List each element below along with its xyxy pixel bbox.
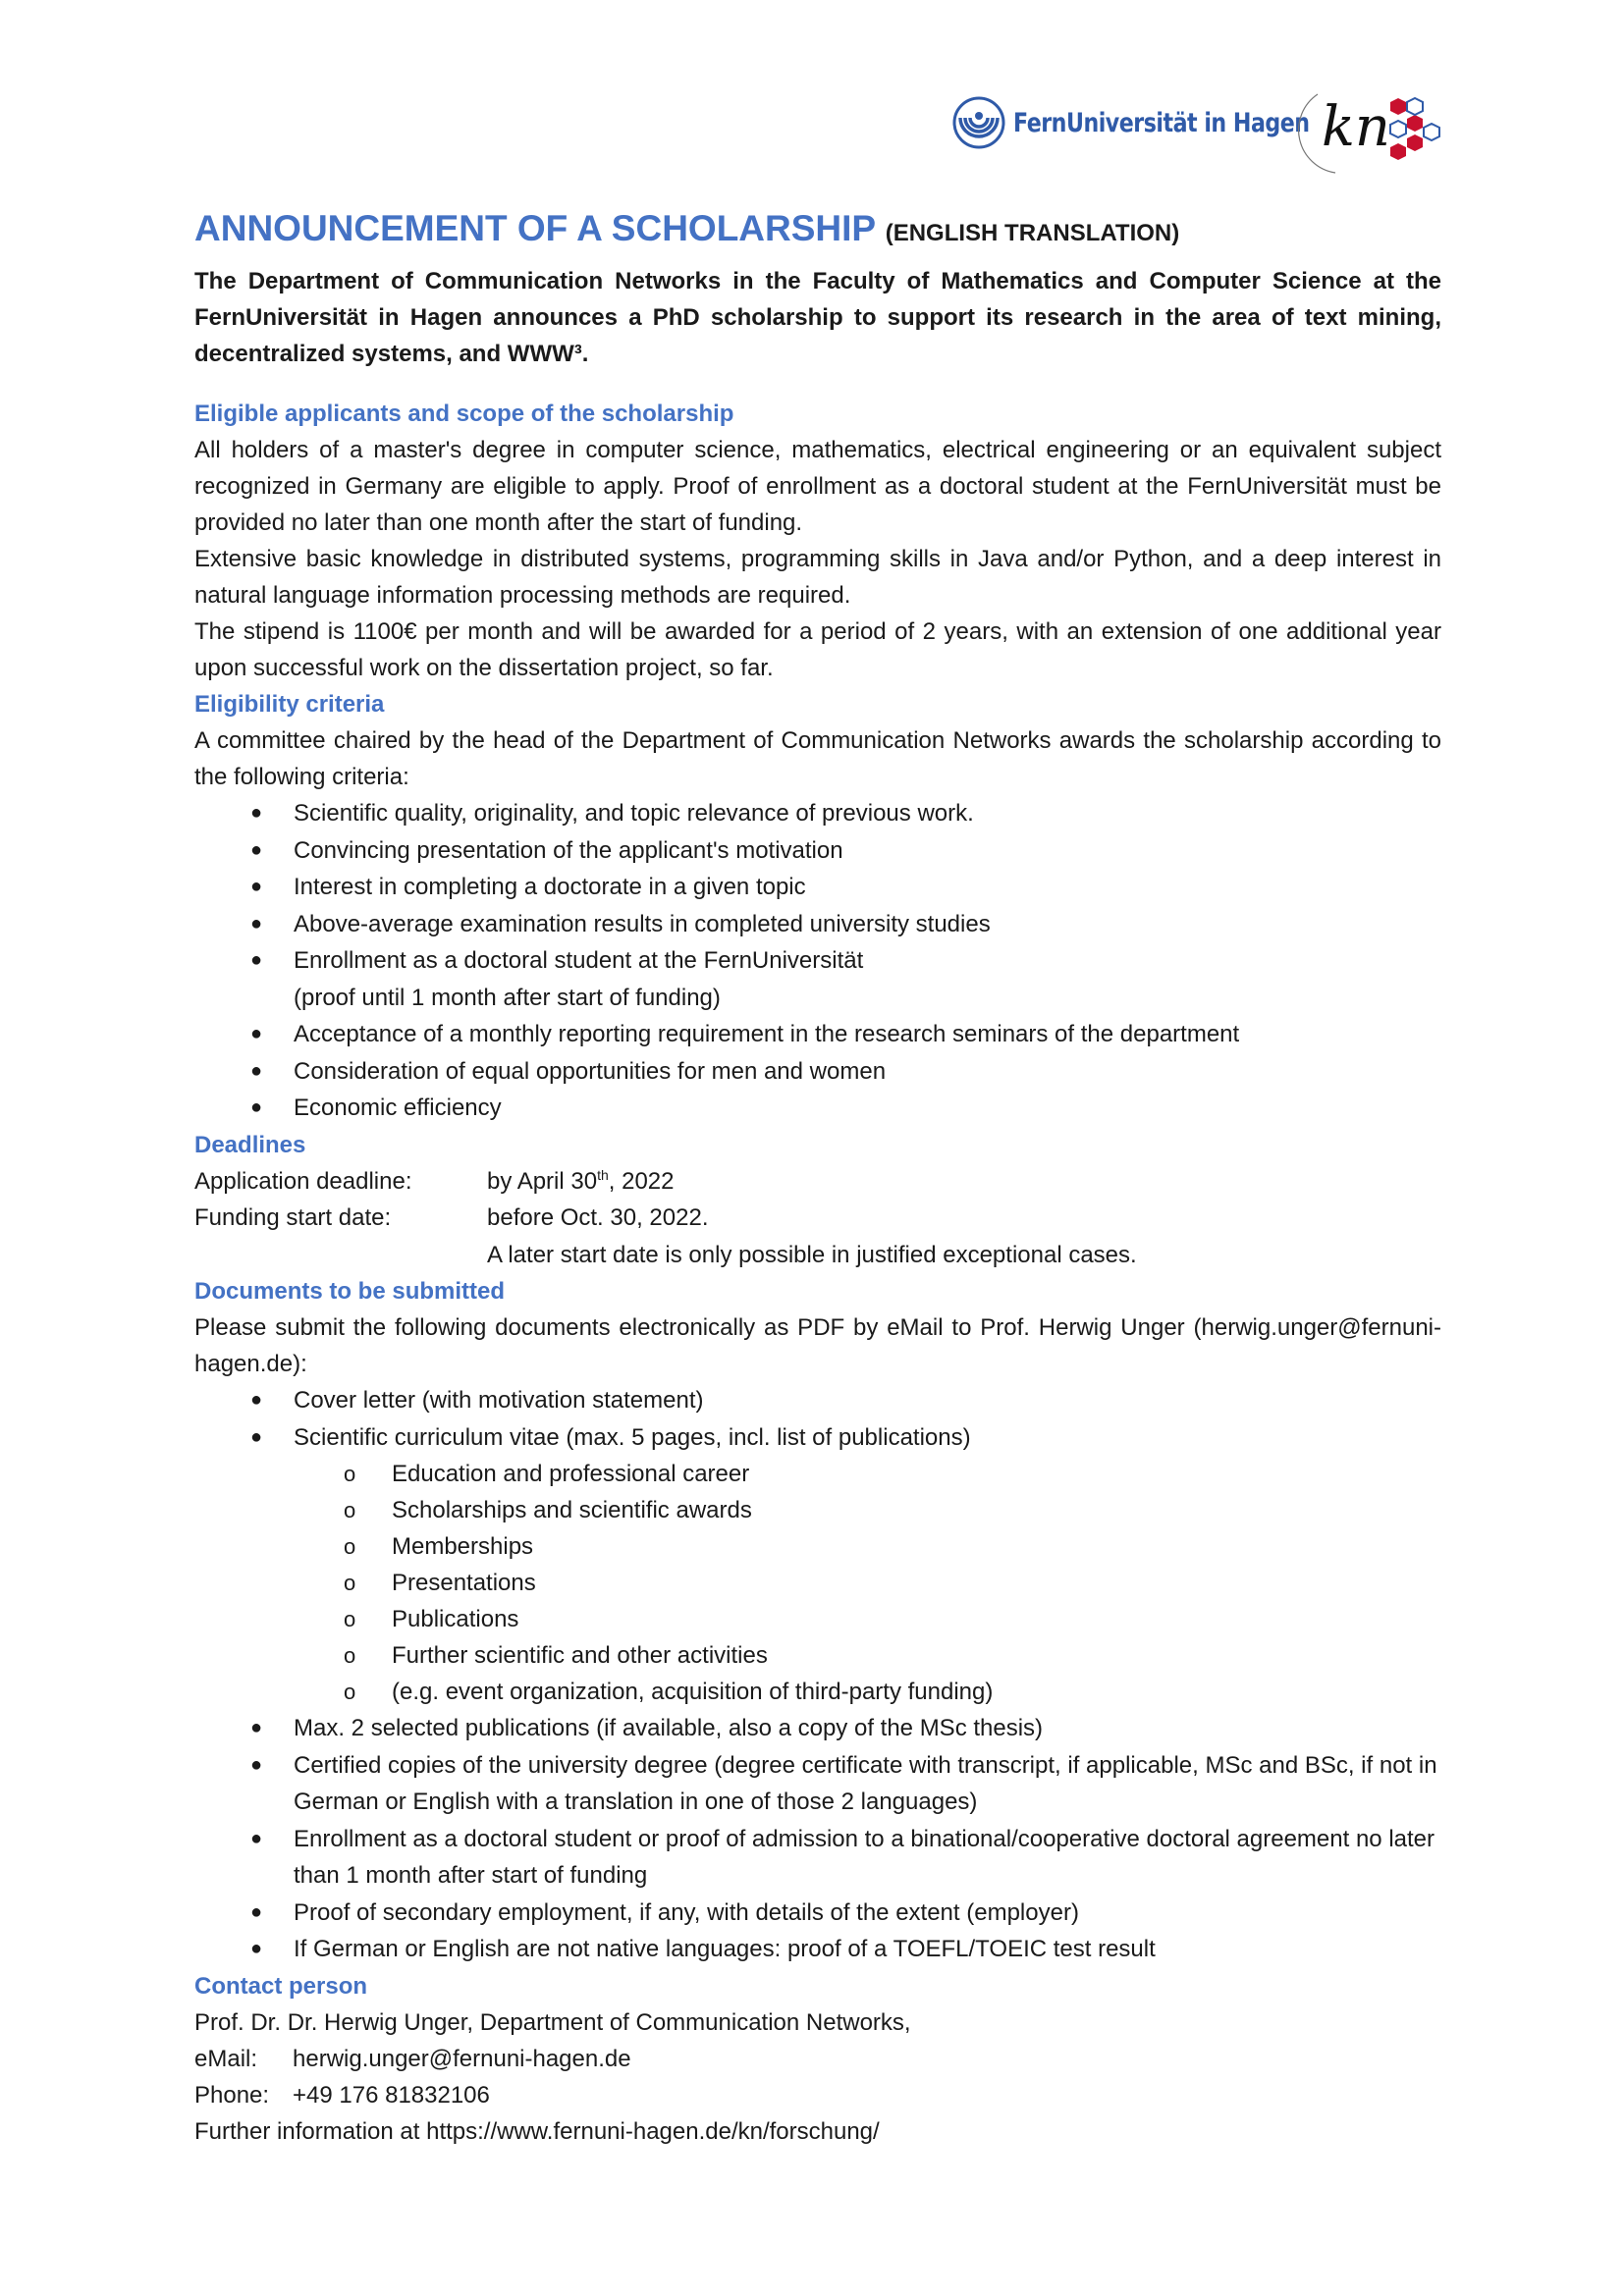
documents-list-continued	[194, 1710, 1441, 1968]
list-item: ● Acceptance of a monthly reporting requirement in the research seminars of the department	[250, 1021, 1240, 1047]
list-item: ● Scientific curriculum vitae (max. 5 pages, incl. list of publications)	[250, 1423, 971, 1451]
list-item: ● Cover letter (with motivation statement)	[250, 1387, 704, 1414]
kn-logo	[1296, 82, 1443, 181]
criteria-list	[194, 795, 1441, 1127]
heading-documents: Documents to be submitted	[194, 1278, 506, 1305]
sublist-item: o Scholarships and scientific awards	[344, 1497, 752, 1523]
list-item: ● Economic efficiency	[250, 1095, 502, 1121]
documents-list	[194, 1382, 1441, 1456]
contact-phone: +49 176 81832106	[293, 2081, 490, 2109]
sublist-item: o Presentations	[344, 1570, 536, 1596]
heading-eligible-applicants: Eligible applicants and scope of the scholarship	[194, 400, 734, 427]
list-item: ● Max. 2 selected publications (if available, also a copy of the MSc thesis)	[250, 1715, 1044, 1741]
heading-eligibility-criteria: Eligibility criteria	[194, 691, 385, 718]
contact-name: Prof. Dr. Dr. Herwig Unger, Department of Communication Networks,	[194, 2008, 911, 2036]
list-item: ● If German or English are not native languages: proof of a TOEFL/TOEIC test result	[250, 1936, 1156, 1962]
list-item: ● Enrollment as a doctoral student or proof of admission to a binational/cooperative doctoral agreement no later than 1 month after start of funding	[250, 1825, 1435, 1889]
fernuni-emblem-icon	[952, 96, 1005, 149]
list-item: ● Above-average examination results in completed university studies	[250, 910, 991, 937]
document-body	[194, 201, 1441, 2150]
sublist-item: o Memberships	[344, 1533, 534, 1560]
cv-sublist	[194, 1456, 1441, 1710]
funding-start-row: Funding start date: before Oct. 30, 2022.	[194, 1204, 709, 1231]
fernuni-logo-text: FernUniversität in Hagen	[1013, 107, 1310, 138]
sublist-item: o Education and professional career	[344, 1461, 750, 1487]
eligible-paragraph-1: All holders of a master's degree in computer science, mathematics, electrical engineering or an equivalent subject recognized in Germany are eligible to apply. Proof of enrollment as a doctoral student at the FernUniversität must be provided no later than one month after the start of funding.	[194, 437, 1441, 536]
title-main: ANNOUNCEMENT OF A SCHOLARSHIP	[194, 208, 876, 248]
list-item: ● Consideration of equal opportunities for men and women	[250, 1057, 887, 1085]
sublist-item: o (e.g. event organization, acquisition of third-party funding)	[344, 1679, 994, 1705]
eligible-paragraph-2: Extensive basic knowledge in distributed systems, programming skills in Java and/or Python, and a deep interest in natural language information processing methods are required.	[194, 546, 1441, 609]
sublist-item: o Publications	[344, 1606, 519, 1632]
contact-email-row: eMail: herwig.unger@fernuni-hagen.de	[194, 2045, 631, 2072]
list-item: ● Enrollment as a doctoral student at the FernUniversität (proof until 1 month after start of funding)	[250, 947, 864, 1011]
sublist-item: o Further scientific and other activities	[344, 1642, 768, 1669]
heading-deadlines: Deadlines	[194, 1131, 306, 1158]
kn-logo-text: kn	[1322, 95, 1390, 159]
further-info: Further information at https://www.fernuni-hagen.de/kn/forschung/	[194, 2117, 880, 2145]
list-item: ● Scientific quality, originality, and topic relevance of previous work.	[250, 800, 974, 827]
documents-intro: Please submit the following documents electronically as PDF by eMail to Prof. Herwig Unger (herwig.unger@fernuni-hagen.de):	[194, 1314, 1441, 1377]
list-item: ● Certified copies of the university degree (degree certificate with transcript, if applicable, MSc and BSc, if not in German or English with a translation in one of those 2 languages)	[250, 1751, 1437, 1815]
criteria-intro: A committee chaired by the head of the Department of Communication Networks awards the scholarship according to the following criteria:	[194, 727, 1441, 790]
title-subtitle: (ENGLISH TRANSLATION)	[885, 220, 1180, 246]
contact-email-link[interactable]: herwig.unger@fernuni-hagen.de	[293, 2045, 631, 2072]
heading-contact: Contact person	[194, 1972, 368, 2000]
list-item: ● Proof of secondary employment, if any, with details of the extent (employer)	[250, 1898, 1079, 1926]
intro-paragraph: The Department of Communication Networks in the Faculty of Mathematics and Computer Science at the FernUniversität in Hagen announces a PhD scholarship to support its research in the area of text mining, decentralized systems, and WWW³.	[194, 268, 1441, 367]
list-item: ● Convincing presentation of the applicant's motivation	[250, 836, 843, 864]
deadline-note-row: A later start date is only possible in justified exceptional cases.	[487, 1241, 1137, 1268]
application-deadline-row: Application deadline: by April 30th, 2022	[194, 1166, 675, 1195]
page-title	[194, 201, 1441, 261]
list-item: ● Interest in completing a doctorate in a given topic	[250, 874, 806, 900]
contact-phone-row: Phone: +49 176 81832106	[194, 2081, 490, 2109]
eligible-paragraph-3: The stipend is 1100€ per month and will be awarded for a period of 2 years, with an extension of one additional year upon successful work on the dissertation project, so far.	[194, 618, 1441, 681]
